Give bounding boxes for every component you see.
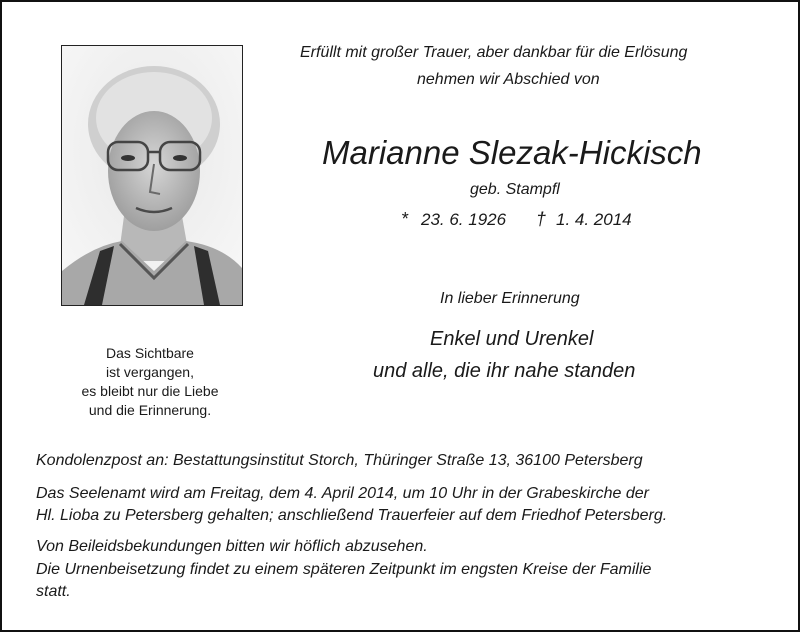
- mourners-line-1: Enkel und Urenkel: [430, 328, 594, 350]
- death-date: 1. 4. 2014: [556, 210, 632, 229]
- cross-icon: †: [536, 209, 547, 229]
- intro-line-2: nehmen wir Abschied von: [417, 71, 600, 88]
- condolence-address: Kondolenzpost an: Bestattungsinstitut Storch, Thüringer Straße 13, 36100 Petersberg: [36, 452, 643, 469]
- quote-block: [50, 344, 250, 420]
- service-line-1: Das Seelenamt wird am Freitag, dem 4. April 2014, um 10 Uhr in der Grabeskirche der: [36, 485, 650, 502]
- quote-line-1: Das Sichtbare: [106, 345, 194, 361]
- no-condolences-note: Von Beileidsbekundungen bitten wir höflich abzusehen.: [36, 538, 428, 555]
- maiden-name: geb. Stampfl: [470, 181, 560, 198]
- urn-line-1: Die Urnenbeisetzung findet zu einem späteren Zeitpunkt im engsten Kreise der Familie: [36, 561, 652, 578]
- portrait-photo: [61, 45, 243, 306]
- quote-line-2: ist vergangen,: [106, 364, 194, 380]
- birth-symbol: *: [401, 209, 409, 229]
- mourners-line-2: und alle, die ihr nahe standen: [373, 360, 636, 382]
- deceased-name: Marianne Slezak-Hickisch: [322, 134, 702, 171]
- memory-line: In lieber Erinnerung: [440, 290, 580, 307]
- service-line-2: Hl. Lioba zu Petersberg gehalten; anschließend Trauerfeier auf dem Friedhof Petersberg.: [36, 507, 668, 524]
- intro-line-1: Erfüllt mit großer Trauer, aber dankbar für die Erlösung: [300, 44, 688, 61]
- birth-date: 23. 6. 1926: [421, 210, 507, 229]
- urn-line-2: statt.: [36, 583, 71, 600]
- quote-line-3: es bleibt nur die Liebe: [81, 383, 219, 399]
- quote-line-4: und die Erinnerung.: [88, 402, 212, 418]
